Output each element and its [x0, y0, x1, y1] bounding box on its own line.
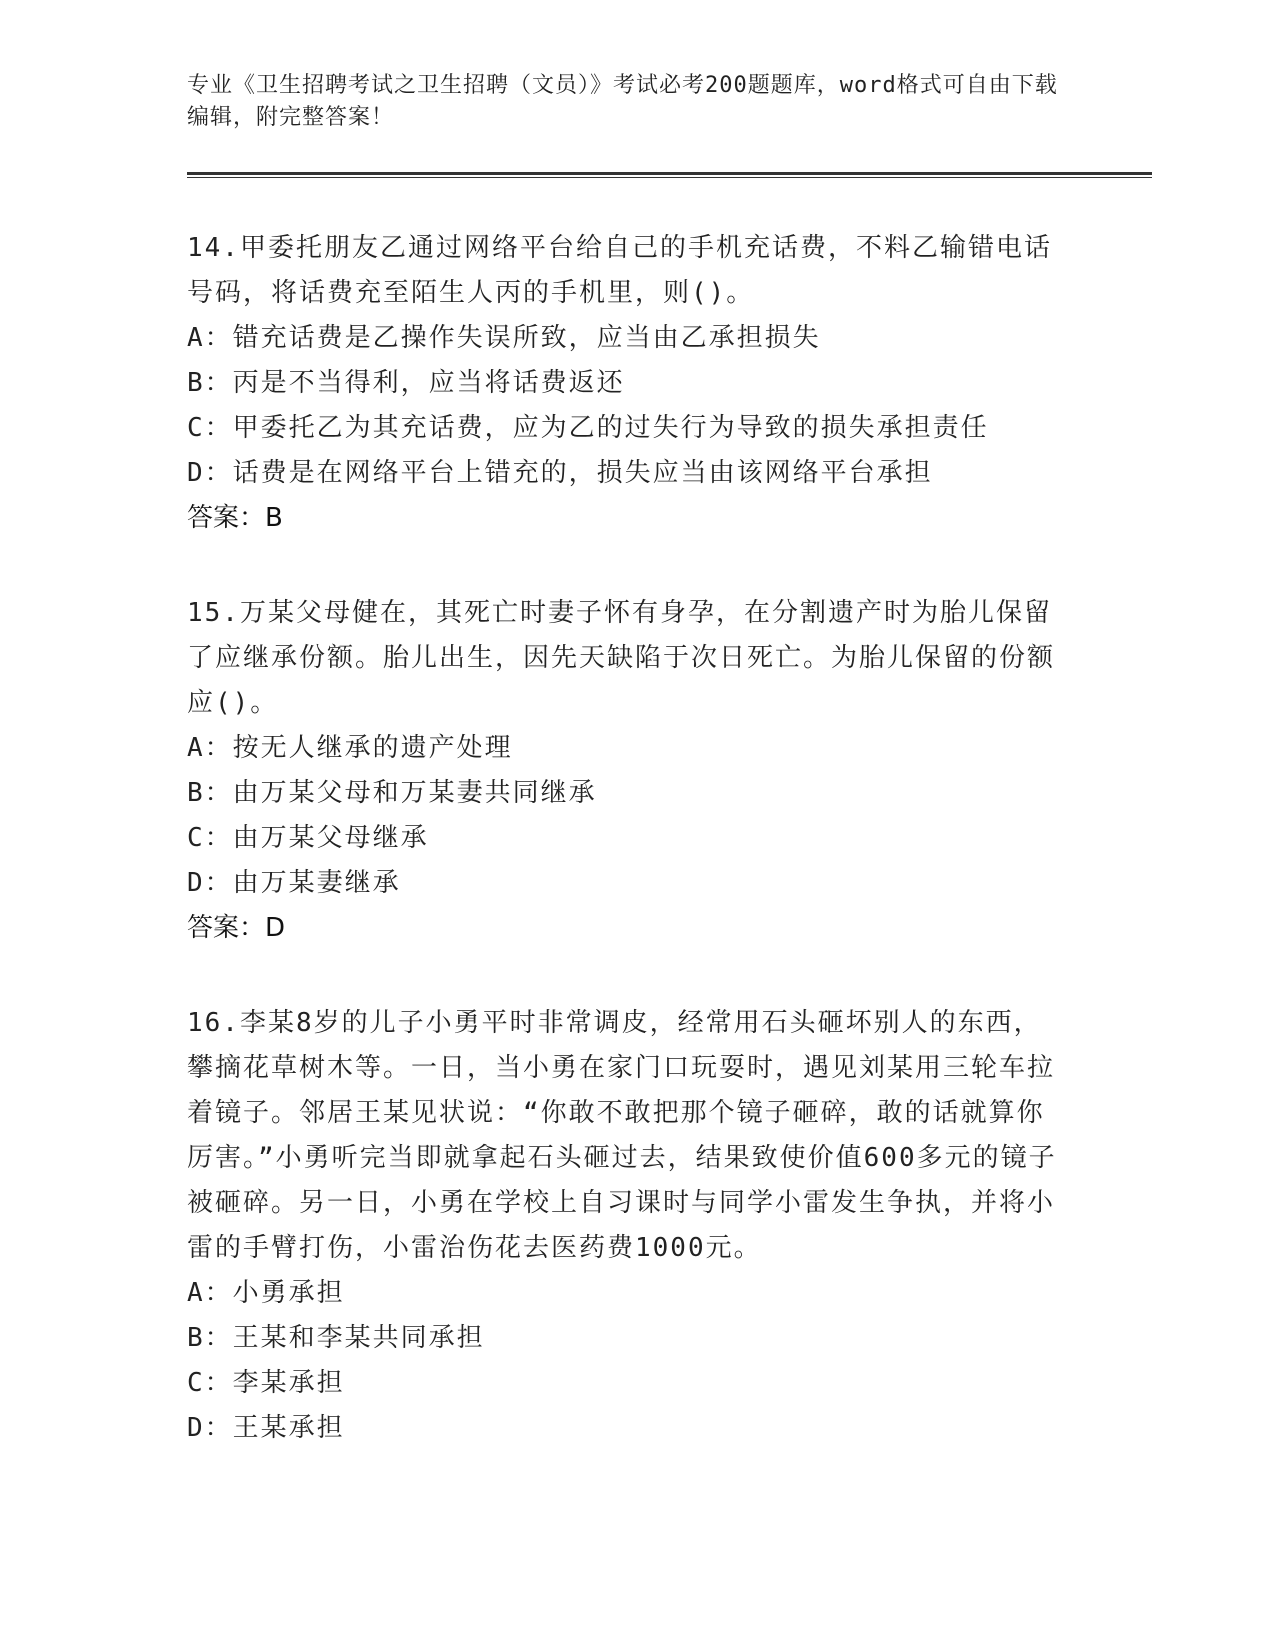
option-d: D：王某承担 [187, 1413, 345, 1443]
option-d: D：话费是在网络平台上错充的，损失应当由该网络平台承担 [187, 458, 933, 488]
option-c: C：甲委托乙为其充话费，应为乙的过失行为导致的损失承担责任 [187, 413, 989, 443]
option-b: B：由万某父母和万某妻共同继承 [187, 778, 597, 808]
option-b: B：王某和李某共同承担 [187, 1323, 485, 1353]
document-header: 专业《卫生招聘考试之卫生招聘（文员）》考试必考200题题库，word格式可自由下载编辑，附完整答案！ [187, 73, 1058, 130]
question-stem: 16.李某8岁的儿子小勇平时非常调皮，经常用石头砸坏别人的东西，攀摘花草树木等。一日，当小勇在家门口玩耍时，遇见刘某用三轮车拉着镜子。邻居王某见状说：“你敢不敢把那个镜子砸碎，敢的话就算你厉害。”小勇听完当即就拿起石头砸过去，结果致使价值600多元的镜子被砸碎。另一日，小勇在学校上自习课时与同学小雷发生争执，并将小雷的手臂打伤，小雷治伤花去医药费1000元。 [187, 1008, 1057, 1263]
option-c: C：李某承担 [187, 1368, 345, 1398]
question-15 [187, 591, 1147, 951]
option-d: D：由万某妻继承 [187, 868, 401, 898]
option-a: A：小勇承担 [187, 1278, 345, 1308]
header-divider [187, 172, 1152, 178]
option-c: C：由万某父母继承 [187, 823, 429, 853]
answer: 答案：B [187, 503, 283, 533]
document-page [187, 70, 1147, 1451]
option-a: A：错充话费是乙操作失误所致，应当由乙承担损失 [187, 323, 821, 353]
question-14 [187, 226, 1147, 541]
question-stem: 14.甲委托朋友乙通过网络平台给自己的手机充话费，不料乙输错电话号码，将话费充至陌生人丙的手机里，则()。 [187, 233, 1052, 308]
question-16 [187, 1001, 1147, 1451]
option-b: B：丙是不当得利，应当将话费返还 [187, 368, 625, 398]
option-a: A：按无人继承的遗产处理 [187, 733, 513, 763]
question-stem: 15.万某父母健在，其死亡时妻子怀有身孕，在分割遗产时为胎儿保留了应继承份额。胎儿出生，因先天缺陷于次日死亡。为胎儿保留的份额应()。 [187, 598, 1056, 718]
answer: 答案：D [187, 913, 286, 943]
